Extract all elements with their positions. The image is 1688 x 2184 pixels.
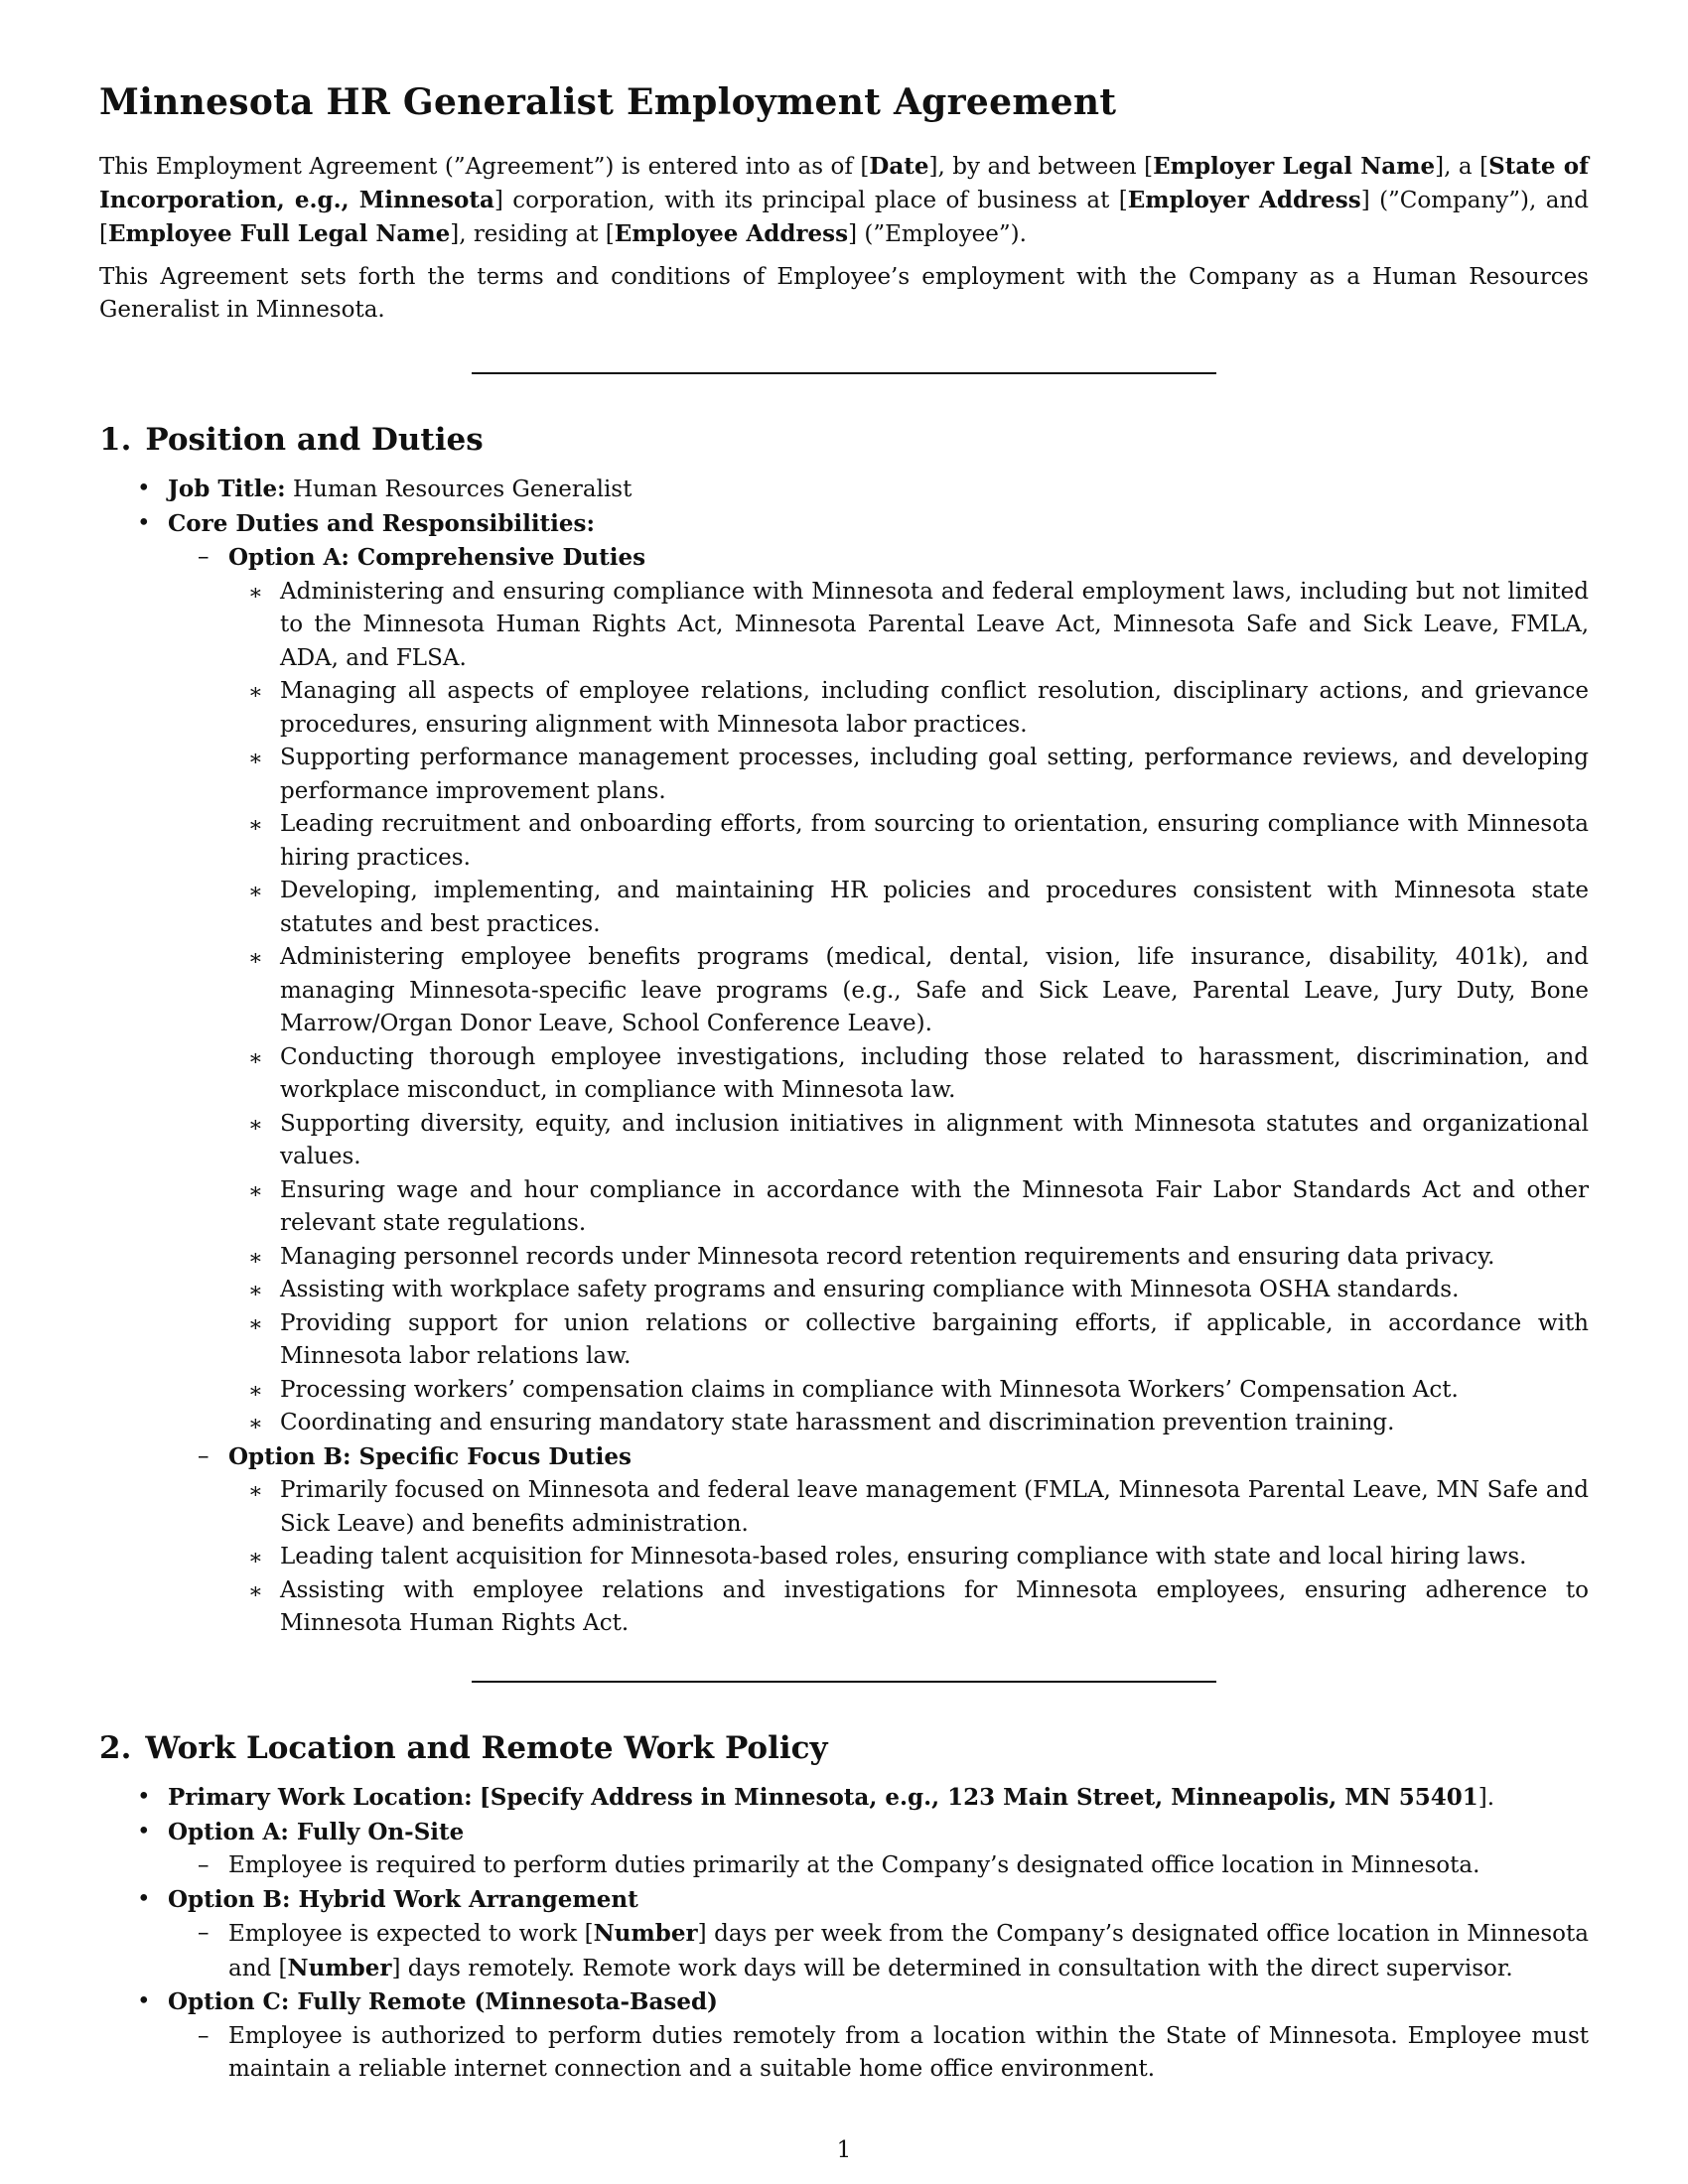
option-b-label: Option B: Hybrid Work Arrangement [168, 1885, 638, 1913]
duty-text: Supporting performance management processes, including goal setting, performance reviews, and developing performance improvement plans. [280, 745, 1589, 804]
page-number: 1 [836, 2137, 852, 2163]
number-placeholder: Number [287, 1954, 392, 1981]
duty-item [228, 808, 1589, 875]
intro-text: This Employment Agreement (”Agreement”) is entered into as of [ [99, 154, 870, 181]
star-bullet-icon: ∗ [248, 1311, 263, 1337]
dash-icon: – [198, 1920, 210, 1947]
list-item [99, 473, 1589, 507]
core-duties-label: Core Duties and Responsibilities: [168, 509, 595, 537]
bullet-icon: • [137, 1988, 151, 2015]
duty-item [228, 875, 1589, 941]
star-bullet-icon: ∗ [248, 1479, 263, 1505]
section-2-list [99, 1781, 1589, 2087]
employer-name-placeholder: Employer Legal Name [1153, 153, 1436, 181]
duty-text: Coordinating and ensuring mandatory state harassment and discrimination prevention training. [280, 1410, 1395, 1436]
document-page [99, 81, 1589, 2087]
date-placeholder: Date [869, 153, 929, 181]
dash-icon: – [198, 2022, 210, 2049]
duty-item [228, 1307, 1589, 1374]
duty-text: Leading recruitment and onboarding efforts, from sourcing to orientation, ensuring compliance with Minnesota hiring practices. [280, 811, 1589, 871]
option-c-label: Option C: Fully Remote (Minnesota-Based) [168, 1988, 718, 2016]
star-bullet-icon: ∗ [248, 1245, 263, 1271]
star-bullet-icon: ∗ [248, 1578, 263, 1604]
option-item [168, 541, 1589, 1440]
star-bullet-icon: ∗ [248, 1546, 263, 1571]
employee-address-placeholder: Employee Address [614, 220, 849, 248]
bullet-icon: • [137, 509, 151, 536]
duty-text: Primarily focused on Minnesota and federal leave management (FMLA, Minnesota Parental Leave, MN Safe and Sick Leave) and benefits administration. [280, 1477, 1589, 1537]
duty-item [228, 1274, 1589, 1307]
star-bullet-icon: ∗ [248, 880, 263, 905]
dash-icon: – [198, 544, 210, 571]
intro-text: ], a [ [1435, 154, 1489, 181]
list-item [99, 507, 1589, 1641]
duty-text: Leading talent acquisition for Minnesota-based roles, ensuring compliance with state and local hiring laws. [280, 1544, 1527, 1570]
job-title-value: Human Resources Generalist [285, 477, 633, 503]
section-number: 1. [99, 422, 132, 459]
horizontal-rule [472, 1681, 1216, 1683]
list-item [99, 1883, 1589, 1986]
section-heading [99, 422, 1589, 459]
option-detail [168, 2020, 1589, 2087]
intro-text: ], residing at [ [450, 221, 615, 248]
star-bullet-icon: ∗ [248, 680, 263, 706]
list-item [99, 1816, 1589, 1883]
option-a-detail [168, 1849, 1589, 1883]
duty-item [228, 1108, 1589, 1174]
employee-name-placeholder: Employee Full Legal Name [107, 220, 451, 248]
document-title: Minnesota HR Generalist Employment Agreement [99, 81, 1117, 123]
section-title: Position and Duties [145, 422, 484, 459]
duty-text: Conducting thorough employee investigations, including those related to harassment, discrimination, and workplace misconduct, in compliance with Minnesota law. [280, 1043, 1589, 1104]
option-detail [168, 1849, 1589, 1883]
duty-text: Managing all aspects of employee relations, including conflict resolution, disciplinary actions, and grievance procedures, ensuring alignment with Minnesota labor practices. [280, 678, 1589, 738]
duty-item [228, 1041, 1589, 1108]
star-bullet-icon: ∗ [248, 946, 263, 972]
intro-text: ] (”Company”), and [ [99, 188, 1589, 248]
intro-text: ], by and between [ [928, 154, 1154, 181]
horizontal-rule [472, 372, 1216, 374]
star-bullet-icon: ∗ [248, 813, 263, 839]
duty-text: Ensuring wage and hour compliance in accordance with the Minnesota Fair Labor Standards Act and other relevant state regulations. [280, 1176, 1589, 1237]
duty-item [228, 1407, 1589, 1440]
option-b-text: ] days per week from the Company’s designated office location in Minnesota and [ [228, 1921, 1589, 1981]
duty-item [228, 1174, 1589, 1241]
list-item: • Primary Work Location: [Specify Address in Minnesota, e.g., 123 Main Street, Minneapolis, MN 55401]. [99, 1781, 1589, 1816]
state-incorporation-placeholder: State of Incorporation, e.g., Minnesota [99, 153, 1589, 214]
duty-item [228, 675, 1589, 742]
option-item [168, 1440, 1589, 1641]
primary-location-label: Primary Work Location: [168, 1784, 473, 1812]
option-a-text: Employee is required to perform duties primarily at the Company’s designated office location in Minnesota. [228, 1852, 1480, 1879]
star-bullet-icon: ∗ [248, 580, 263, 606]
duty-item [228, 1574, 1589, 1641]
section-title: Work Location and Remote Work Policy [145, 1729, 828, 1766]
option-b-detail [168, 1917, 1589, 1985]
option-a-duties [228, 576, 1589, 1440]
star-bullet-icon: ∗ [248, 747, 263, 772]
options-list [168, 541, 1589, 1641]
duty-text: Processing workers’ compensation claims in compliance with Minnesota Workers’ Compensation Act. [280, 1376, 1459, 1403]
intro-paragraph-2: This Agreement sets forth the terms and conditions of Employee’s employment with the Company as a Human Resources Generalist in Minnesota. [99, 264, 1589, 324]
star-bullet-icon: ∗ [248, 1279, 263, 1304]
primary-location-placeholder: Specify Address in Minnesota, e.g., 123 Main Street, Minneapolis, MN 55401 [490, 1784, 1478, 1812]
dash-icon: – [198, 1852, 210, 1879]
employer-address-placeholder: Employer Address [1127, 187, 1361, 214]
duty-text: Assisting with employee relations and investigations for Minnesota employees, ensuring adherence to Minnesota Human Rights Act. [280, 1576, 1589, 1637]
option-b-label: Option B: Specific Focus Duties [228, 1442, 632, 1470]
star-bullet-icon: ∗ [248, 1045, 263, 1071]
list-item [99, 1985, 1589, 2087]
duty-text: Assisting with workplace safety programs and ensuring compliance with Minnesota OSHA standards. [280, 1277, 1460, 1303]
option-b-duties [228, 1474, 1589, 1641]
section-number: 2. [99, 1729, 132, 1766]
option-detail [168, 1917, 1589, 1985]
option-b-text: Employee is expected to work [ [228, 1921, 594, 1948]
intro-text: ] (”Employee”). [848, 221, 1027, 248]
duty-item [228, 742, 1589, 808]
bullet-icon: • [137, 1885, 151, 1912]
duty-text: Administering employee benefits programs (medical, dental, vision, life insurance, disability, 401k), and managing Minnesota-specific leave programs (e.g., Safe and Sick Leave, Parental Leave, Jury Duty, Bone Marrow/Organ Donor Leave, School Conference Leave). [280, 944, 1589, 1037]
duty-item [228, 1374, 1589, 1408]
section-1-list [99, 473, 1589, 1641]
option-a-label: Option A: Comprehensive Duties [228, 544, 646, 572]
option-c-text: Employee is authorized to perform duties remotely from a location within the State of Minnesota. Employee must maintain a reliable internet connection and a suitable home office environment. [228, 2022, 1589, 2083]
duty-text: Developing, implementing, and maintaining HR policies and procedures consistent with Minnesota state statutes and best practices. [280, 878, 1589, 937]
section-heading [99, 1730, 1589, 1767]
duty-text: Administering and ensuring compliance with Minnesota and federal employment laws, including but not limited to the Minnesota Human Rights Act, Minnesota Parental Leave Act, Minnesota Safe and Sick Leave, FMLA, ADA, and FLSA. [280, 578, 1589, 671]
duty-item [228, 1241, 1589, 1275]
option-a-label: Option A: Fully On-Site [168, 1818, 465, 1845]
bullet-icon: • [137, 1818, 151, 1844]
duty-text: Providing support for union relations or collective bargaining efforts, if applicable, in accordance with Minnesota labor relations law. [280, 1309, 1589, 1370]
bullet-icon: • [137, 1784, 151, 1811]
duty-item [228, 941, 1589, 1041]
job-title-label: Job Title: [168, 476, 286, 503]
option-b-text: ] days remotely. Remote work days will be determined in consultation with the direct supervisor. [391, 1955, 1513, 1981]
intro-text: ] corporation, with its principal place of business at [ [493, 188, 1128, 214]
duty-item [228, 1474, 1589, 1541]
star-bullet-icon: ∗ [248, 1112, 263, 1138]
dash-icon: – [198, 1442, 210, 1469]
duty-text: Managing personnel records under Minnesota record retention requirements and ensuring data privacy. [280, 1243, 1495, 1270]
star-bullet-icon: ∗ [248, 1412, 263, 1437]
number-placeholder: Number [593, 1920, 698, 1948]
star-bullet-icon: ∗ [248, 1378, 263, 1404]
intro-paragraph [99, 150, 1589, 251]
option-c-detail [168, 2020, 1589, 2087]
star-bullet-icon: ∗ [248, 1178, 263, 1204]
bullet-icon: • [137, 476, 151, 502]
duty-text: Supporting diversity, equity, and inclusion initiatives in alignment with Minnesota statutes and organizational values. [280, 1110, 1589, 1170]
duty-item [228, 576, 1589, 676]
duty-item [228, 1541, 1589, 1574]
